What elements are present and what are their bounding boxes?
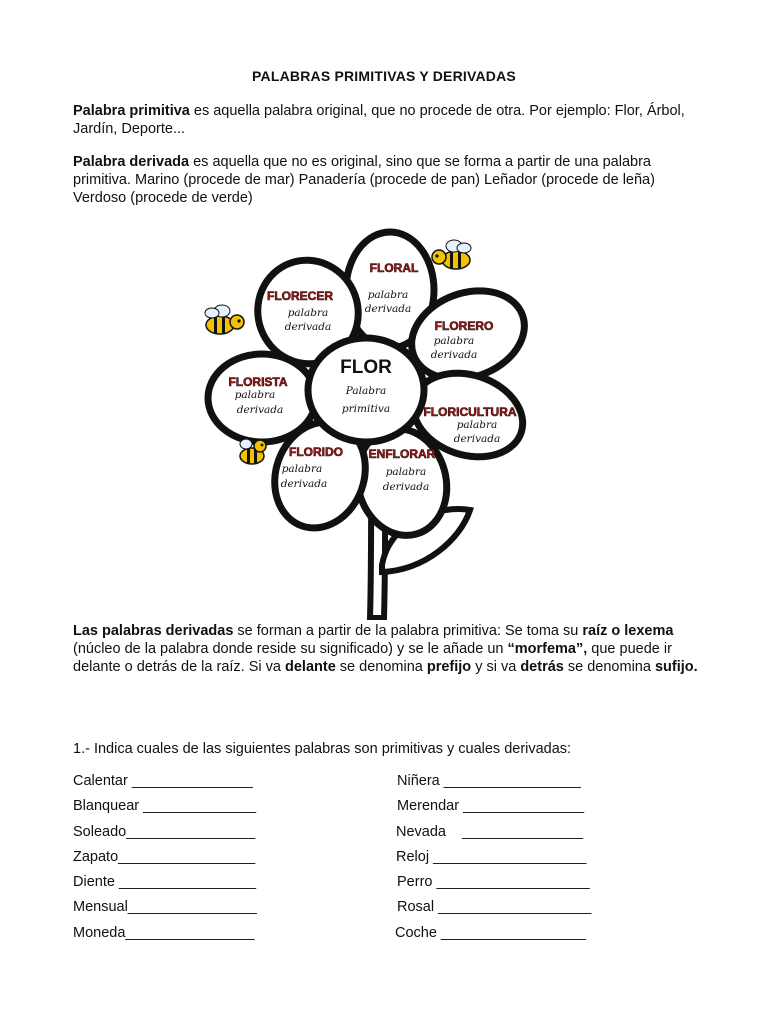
exp-bold-2: raíz o lexema [582, 623, 674, 639]
exercise-item: Moneda________________ [73, 925, 255, 941]
petal-line1-floral: palabra [367, 289, 409, 301]
exp-bold-7: sufijo. [654, 659, 698, 675]
petal-line1-enflorar: palabra [385, 466, 427, 478]
petal-word-enflorar: ENFLORAR [368, 447, 436, 461]
derivada-term: Palabra derivada [73, 154, 190, 170]
exercise-item: Merendar _______________ [397, 798, 585, 814]
exp-text-3: que puede ir delante o detrás de la raíz. Si va [73, 641, 672, 675]
exercise-item: Coche __________________ [395, 925, 587, 941]
exp-bold-1: Las palabras derivadas [73, 623, 234, 639]
petal-line2-florero: derivada [430, 349, 478, 361]
explicacion-paragraph [73, 622, 703, 676]
exercise-item: Reloj ___________________ [396, 849, 587, 865]
page-title: PALABRAS PRIMITIVAS Y DERIVADAS [252, 68, 516, 84]
petal-line1-florero: palabra [433, 335, 475, 347]
exercise-item: Niñera _________________ [397, 773, 581, 789]
petal-line1-florista: palabra [234, 389, 276, 401]
flower-svg [170, 220, 590, 620]
petal-line2-floral: derivada [364, 303, 412, 315]
petal-line2-enflorar: derivada [382, 481, 430, 493]
exercise-item: Mensual________________ [73, 899, 257, 915]
petal-word-floral: FLORAL [369, 261, 419, 275]
petal-word-florido: FLORIDO [289, 445, 343, 459]
exercise-item: Rosal ___________________ [397, 899, 592, 915]
exp-bold-4: delante [285, 659, 336, 675]
exercise-item: Nevada _______________ [396, 824, 584, 840]
primitiva-text: es aquella palabra original, que no procede de otra. Por ejemplo: Flor, Árbol, Jardín, Deporte... [73, 103, 685, 137]
petal-line1-florido: palabra [281, 463, 323, 475]
exercise-item: Blanquear ______________ [73, 798, 257, 814]
flower-illustration [170, 220, 590, 620]
exp-text-2: (núcleo de la palabra donde reside su significado) y se le añade un [73, 641, 508, 657]
derivada-definition [73, 153, 703, 207]
exercise-item: Calentar _______________ [73, 773, 253, 789]
exercise-item: Diente _________________ [73, 874, 257, 890]
derivada-text: es aquella que no es original, sino que se forma a partir de una palabra primitiva. Marino (procede de mar) Panadería (procede de pan) Leñador (procede de leña) Verdoso (procede de verde) [73, 154, 655, 206]
primitiva-term: Palabra primitiva [73, 103, 190, 119]
center-line2: primitiva [341, 403, 391, 415]
exp-text-5: y si va [471, 659, 521, 675]
exercise-item: Zapato_________________ [73, 849, 256, 865]
petal-line2-florecer: derivada [284, 321, 332, 333]
center-word: FLOR [340, 357, 392, 378]
primitiva-definition [73, 102, 703, 138]
petal-line1-floricultura: palabra [456, 419, 498, 431]
center-line1: Palabra [345, 385, 387, 397]
bee-icon-top-right [432, 240, 471, 269]
petal-line2-floricultura: derivada [453, 433, 501, 445]
exp-text-6: se denomina [563, 659, 655, 675]
exercise-question: 1.- Indica cuales de las siguientes palabras son primitivas y cuales derivadas: [73, 741, 572, 757]
exp-bold-3: “morfema”, [507, 641, 588, 657]
petal-line2-florido: derivada [280, 478, 328, 490]
exp-text-1: se forman a partir de la palabra primitiva: Se toma su [233, 623, 583, 639]
exercise-item: Perro ___________________ [397, 874, 590, 890]
exp-bold-6: detrás [520, 659, 564, 675]
petal-line1-florecer: palabra [287, 307, 329, 319]
bee-icon-left [205, 305, 244, 334]
exercise-item: Soleado________________ [73, 824, 256, 840]
exp-bold-5: prefijo [426, 659, 472, 675]
petal-word-floricultura: FLORICULTURA [423, 405, 517, 419]
petal-word-florista: FLORISTA [228, 375, 288, 389]
petal-word-florecer: FLORECER [267, 289, 333, 303]
petal-line2-florista: derivada [236, 404, 284, 416]
exp-text-4: se denomina [335, 659, 427, 675]
petal-word-florero: FLORERO [434, 319, 494, 333]
